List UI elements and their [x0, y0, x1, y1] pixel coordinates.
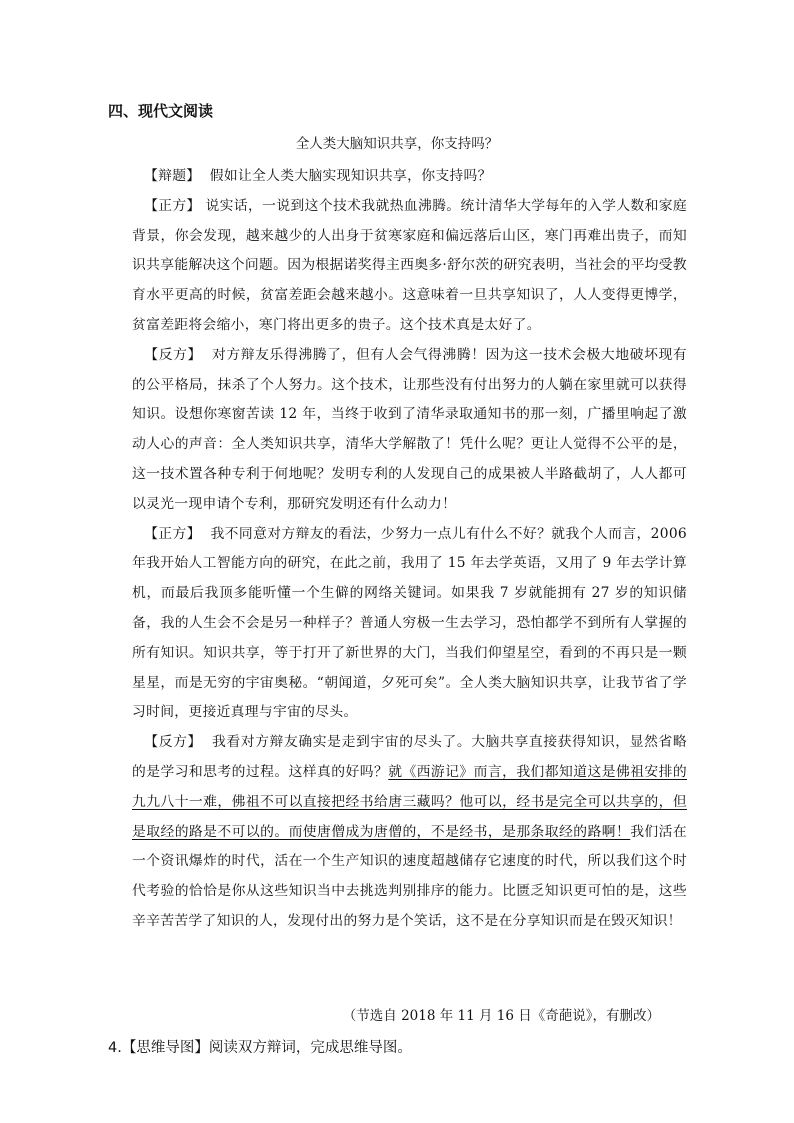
paragraph-tag: 【正方】: [144, 197, 201, 214]
article-body: [132, 162, 687, 937]
paragraph-negative-1: [132, 341, 687, 520]
paragraph-text: 说实话，一说到这个技术我就热血沸腾。统计清华大学每年的入学人数和家庭背景，你会发现，越来越少的人出身于贫寒家庭和偏远落后山区，寒门再难出贵子，而知识共享能解决这个问题。因为根据诺奖得主西奥多·舒尔茨的研究表明，当社会的平均受教育水平更高的时候，贫富差距会越来越小。这意味着一旦共享知识了，人人变得更博学，贫富差距将会缩小，寒门将出更多的贵子。这个技术真是太好了。: [132, 197, 688, 333]
section-heading: 四、现代文阅读: [108, 102, 214, 120]
paragraph-tag: 【反方】: [144, 734, 202, 751]
question-4: 4.【思维导图】阅读双方辩词，完成思维导图。: [108, 1040, 412, 1056]
paragraph-text: 对方辩友乐得沸腾了，但有人会气得沸腾！因为这一技术会极大地破坏现有的公平格局，抹杀了个人努力。这个技术，让那些没有付出努力的人躺在家里就可以获得知识。设想你寒窗苦读 12 年，当终于收到了清华录取通知书的那一刻，广播里响起了激动人心的声音：全人类知识共享，清华大学解散了！凭什么呢？更让人觉得不公平的是，这一技术置各种专利于何地呢？发明专利的人发现自己的成果被人半路截胡了，人人都可以灵光一现申请个专利，那研究发明还有什么动力！: [132, 346, 688, 512]
paragraph-tag: 【反方】: [144, 346, 202, 363]
paragraph-affirmative-1: [132, 192, 687, 341]
article-title: 全人类大脑知识共享，你支持吗？: [295, 136, 499, 152]
paragraph-text: 我们活在一个资讯爆炸的时代，活在一个生产知识的速度超越储存它速度的时代，所以我们这个时代考验的恰恰是你从这些知识当中去挑选判别排序的能力。比匮乏知识更可怕的是，这些辛辛苦苦学了知识的人，发现付出的努力是个笑话，这不是在分享知识而是在毁灭知识！: [132, 823, 688, 929]
paragraph-topic: [132, 162, 687, 192]
paragraph-text: 我不同意对方辩友的看法，少努力一点儿有什么不好？就我个人而言，2006 年我开始人工智能方向的研究，在此之前，我用了 15 年去学英语，又用了 9 年去学计算机，而最后我顶多能听懂一个生僻的网络关键词。如果我 7 岁就能拥有 27 岁的知识储备，我的人生会不会是另一种样子？普通人穷极一生去学习，恐怕都学不到所有人掌握的所有知识。知识共享，等于打开了新世界的大门，当我们仰望星空，看到的不再只是一颗星星，而是无穷的宇宙奥秘。“朝闻道，夕死可矣”。全人类大脑知识共享，让我节省了学习时间，更接近真理与宇宙的尽头。: [132, 525, 687, 721]
source-citation: （节选自 2018 年 11 月 16 日《奇葩说》，有删改）: [342, 1008, 660, 1024]
paragraph-negative-2: [132, 728, 687, 937]
paragraph-text: 假如让全人类大脑实现知识共享，你支持吗？: [209, 168, 492, 184]
paragraph-affirmative-2: [132, 520, 687, 729]
underlined-sentence: 就《西游记》而言，我们都知道这是佛祖安排的九九八十一难，佛祖不可以直接把经书给唐三藏吗？他可以，经书是完全可以共享的，但是取经的路是不可以的。而使唐僧成为唐僧的，不是经书，是那条取经的路啊！: [132, 763, 687, 840]
paragraph-tag: 【辩题】: [144, 168, 201, 184]
paragraph-text: 我看对方辩友确实是走到宇宙的尽头了。大脑共享直接获得知识，显然省略的是学习和思考的过程。这样真的好吗？: [132, 734, 688, 780]
paragraph-tag: 【正方】: [144, 525, 201, 542]
